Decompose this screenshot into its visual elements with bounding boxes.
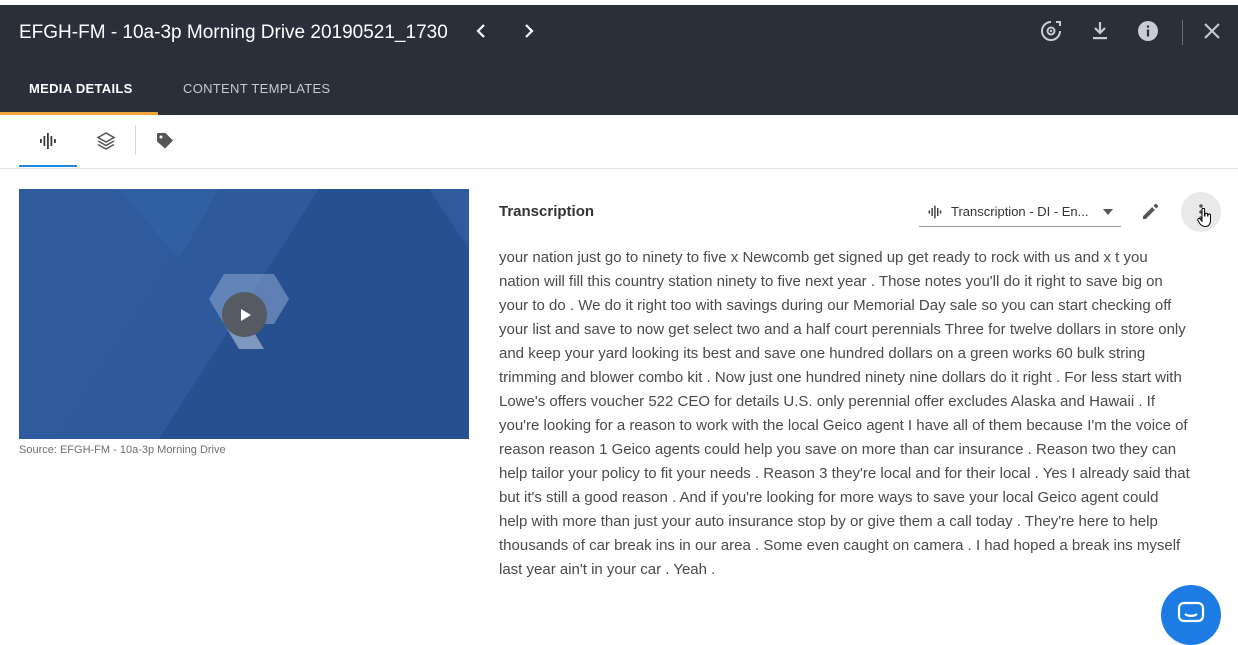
next-button[interactable] bbox=[517, 19, 541, 43]
more-options-button[interactable] bbox=[1181, 192, 1221, 232]
chat-launcher-button[interactable] bbox=[1161, 585, 1221, 645]
tab-content-templates[interactable]: CONTENT TEMPLATES bbox=[183, 81, 331, 96]
hand-pointer-cursor-icon bbox=[1197, 208, 1213, 228]
tag-icon bbox=[155, 131, 175, 151]
subtab-transcript[interactable] bbox=[33, 126, 63, 156]
download-icon bbox=[1088, 19, 1112, 43]
transcription-heading: Transcription bbox=[499, 203, 595, 220]
chat-icon bbox=[1177, 601, 1205, 625]
pencil-icon bbox=[1139, 199, 1163, 223]
info-button[interactable] bbox=[1136, 19, 1160, 43]
transcription-engine-value: Transcription - DI - En... bbox=[951, 204, 1089, 219]
media-player[interactable] bbox=[19, 189, 469, 439]
play-icon bbox=[236, 306, 254, 324]
close-button[interactable] bbox=[1200, 19, 1224, 43]
play-button[interactable] bbox=[222, 292, 267, 337]
chevron-right-icon bbox=[517, 19, 541, 43]
info-icon bbox=[1136, 19, 1160, 43]
header-bar bbox=[0, 5, 1238, 115]
audio-waveform-icon bbox=[927, 204, 943, 220]
header-divider bbox=[1182, 20, 1183, 45]
subtab-layers[interactable] bbox=[91, 126, 121, 156]
transcription-engine-select[interactable] bbox=[919, 198, 1121, 227]
tab-media-details[interactable]: MEDIA DETAILS bbox=[29, 81, 133, 96]
audio-waveform-icon bbox=[38, 131, 58, 151]
download-button[interactable] bbox=[1088, 19, 1112, 43]
subtab-divider bbox=[135, 125, 136, 155]
reprocess-button[interactable] bbox=[1039, 19, 1063, 43]
edit-transcription-button[interactable] bbox=[1139, 199, 1163, 223]
chevron-left-icon bbox=[469, 19, 493, 43]
transcription-text: your nation just go to ninety to five x Newcomb get signed up get ready to rock with us and x t you nation will fill this country station ninety to five next year . Those notes you'll do it right to save big on your to do . We do it right too with savings during our Memorial Day sale so you can start checking off your list and save to now get select two and a half court perennials Three for twelve dollars in store only and keep your yard looking its best and save one hundred dollars on a green works 60 bulk string trimming and blower combo kit . Now just one hundred ninety nine dollars do it right . For less start with Lowe's offers voucher 522 CEO for details U.S. only perennial offer excludes Alaska and Hawaii . If you're looking for a reason to work with the local Geico agent I have all of them because I'm the voice of reason reason 1 Geico agents could help you save on more than car insurance . Reason two they can help tailor your policy to fit your needs . Reason 3 they're local and for their local . Yes I already said that but it's still a good reason . And if you're looking for more ways to save your local Geico agent could help with more than just your auto insurance stop by or give them a call today . They're here to help thousands of car break ins in our area . Some even caught on camera . I had hoped a break ins myself last year ain't in your car . Yeah . bbox=[499, 249, 1190, 578]
active-subtab-indicator bbox=[19, 165, 77, 167]
reprocess-icon bbox=[1039, 19, 1063, 43]
layers-icon bbox=[96, 131, 116, 151]
prev-button[interactable] bbox=[469, 19, 493, 43]
caret-down-icon bbox=[1102, 208, 1114, 216]
subtab-tags[interactable] bbox=[150, 126, 180, 156]
sub-tab-bar bbox=[0, 115, 1238, 169]
media-source-caption: Source: EFGH-FM - 10a-3p Morning Drive bbox=[19, 444, 226, 456]
close-icon bbox=[1200, 19, 1224, 43]
page-title: EFGH-FM - 10a-3p Morning Drive 20190521_1730 bbox=[19, 22, 448, 43]
